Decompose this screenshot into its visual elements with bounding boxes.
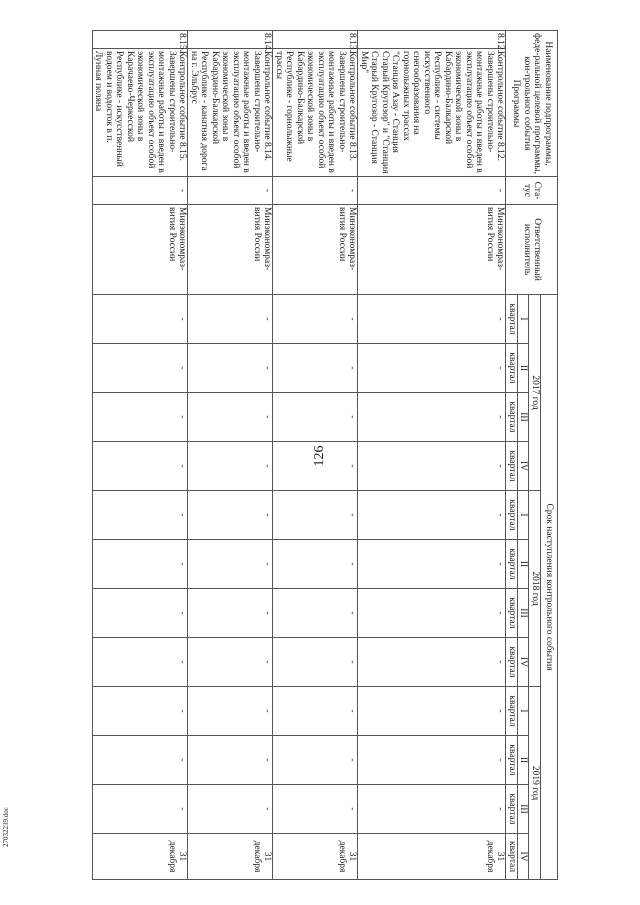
row-quarter-value: - [273,687,358,736]
row-event-name: Контрольное событие 8.14. Завершены строительно-монтажные работы и введен в эксплуатацию объект особой экономической зоны в Кабардино-Балкарской Республике - канатная дорога на г. Эльбрус [188,49,273,177]
header-name: Наименование подпрограммы, феде-ральной целевой программы, кон-трольного события Программы [506,31,558,177]
table-row [358,31,506,880]
row-quarter-value: - [273,638,358,687]
header-quarter-number: II [518,344,530,393]
row-responsible: Минэкономраз-вития России [358,205,506,295]
header-quarter-word: квартал [506,442,518,491]
row-quarter-value: - [273,785,358,834]
row-quarter-value: - [93,344,189,393]
row-quarter-value: - [93,393,189,442]
row-quarter-value: 31 декабря [188,834,273,880]
header-quarter-word: квартал [506,834,518,880]
header-quarter-word: квартал [506,638,518,687]
row-quarter-value: - [188,540,273,589]
header-quarter-word: квартал [506,491,518,540]
row-number: 8.14. [188,31,273,49]
row-responsible: Минэкономраз-вития России [273,205,358,295]
header-quarter-word: квартал [506,589,518,638]
rotated-table-container [58,30,558,880]
row-quarter-value: - [273,393,358,442]
header-quarter-word: квартал [506,785,518,834]
row-quarter-value: - [93,736,189,785]
row-quarter-value: - [358,589,506,638]
header-quarter-number: IV [518,834,530,880]
row-status: - [273,177,358,205]
row-quarter-value: - [188,638,273,687]
row-quarter-value: - [358,785,506,834]
header-year-2018: 2018 год [529,491,541,687]
row-event-name: Контрольное событие 8.12. Завершены строительно-монтажные работы и введен в эксплуатацию объект особой экономической зоны в Кабардино-Балкарской Республике - системы искусственного снегообразования на горнолыжных трассах "Станция Азау - Станция Старый Кругозор" и "Станция Старый Кругозор - Станция Мир" [358,49,506,177]
header-year-2017: 2017 год [529,295,541,491]
header-quarter-number: III [518,785,530,834]
row-quarter-value: - [358,295,506,344]
footer-filename: 27032239.doc [2,807,10,847]
row-responsible: Минэкономраз-вития России [188,205,273,295]
row-responsible: Минэкономраз-вития России [93,205,189,295]
row-quarter-value: - [358,344,506,393]
row-quarter-value: - [188,785,273,834]
header-quarter-word: квартал [506,687,518,736]
header-year-2019: 2019 год [529,687,541,880]
header-quarter-number: II [518,540,530,589]
row-quarter-value: 31 декабря [93,834,189,880]
row-quarter-value: - [273,344,358,393]
row-quarter-value: - [188,393,273,442]
row-quarter-value: 31 декабря [358,834,506,880]
header-quarter-word: квартал [506,393,518,442]
row-quarter-value: - [188,442,273,491]
row-number: 8.12. [358,31,506,49]
table-row [93,31,189,880]
row-quarter-value: - [358,638,506,687]
row-event-name: Контрольное событие 8.13. Завершены строительно-монтажные работы и введен в эксплуатацию объект особой экономической зоны в Кабардино-Балкарской Республике - горнолыжные трассы [273,49,358,177]
row-quarter-value: - [93,295,189,344]
row-quarter-value: - [273,540,358,589]
header-quarter-number: III [518,589,530,638]
row-quarter-value: - [273,589,358,638]
header-quarter-word: квартал [506,540,518,589]
page-number: 126 [312,445,327,467]
row-quarter-value: - [188,491,273,540]
row-quarter-value: - [358,491,506,540]
row-quarter-value: - [188,295,273,344]
row-quarter-value: - [273,442,358,491]
row-quarter-value: - [93,785,189,834]
control-events-table [92,30,558,880]
header-responsible: Ответственный исполнитель [506,205,558,295]
header-status: Ста-тус [506,177,558,205]
row-quarter-value: - [93,491,189,540]
header-quarter-word: квартал [506,736,518,785]
row-quarter-value: - [93,540,189,589]
row-status: - [358,177,506,205]
row-quarter-value: - [188,736,273,785]
row-quarter-value: - [188,589,273,638]
row-number: 8.15. [93,31,189,49]
row-status: - [188,177,273,205]
row-quarter-value: - [93,589,189,638]
row-quarter-value: - [93,687,189,736]
row-quarter-value: - [358,393,506,442]
header-quarter-number: I [518,687,530,736]
row-quarter-value: - [358,442,506,491]
row-quarter-value: - [93,442,189,491]
row-quarter-value: - [188,687,273,736]
row-quarter-value: - [358,540,506,589]
header-quarter-number: II [518,736,530,785]
header-quarter-word: квартал [506,295,518,344]
row-quarter-value: - [273,736,358,785]
row-status: - [93,177,189,205]
table-row [273,31,358,880]
row-quarter-value: - [93,638,189,687]
header-quarter-number: I [518,295,530,344]
header-quarter-number: I [518,491,530,540]
row-quarter-value: - [358,736,506,785]
row-number: 8.13. [273,31,358,49]
header-quarter-number: III [518,393,530,442]
row-event-name: Контрольное событие 8.15. Завершены строительно-монтажные работы и введен в эксплуатацию объект особой экономической зоны в Карачаево-Черкесской Республике - искусственный водоем и водосток в п. Лунная поляна [93,49,189,177]
header-term: Срок наступления контрольного события [541,295,558,880]
table-row [188,31,273,880]
row-quarter-value: - [273,295,358,344]
row-quarter-value: 31 декабря [273,834,358,880]
row-quarter-value: - [273,491,358,540]
header-quarter-number: IV [518,638,530,687]
row-quarter-value: - [188,344,273,393]
header-quarter-number: IV [518,442,530,491]
header-quarter-word: квартал [506,344,518,393]
row-quarter-value: - [358,687,506,736]
